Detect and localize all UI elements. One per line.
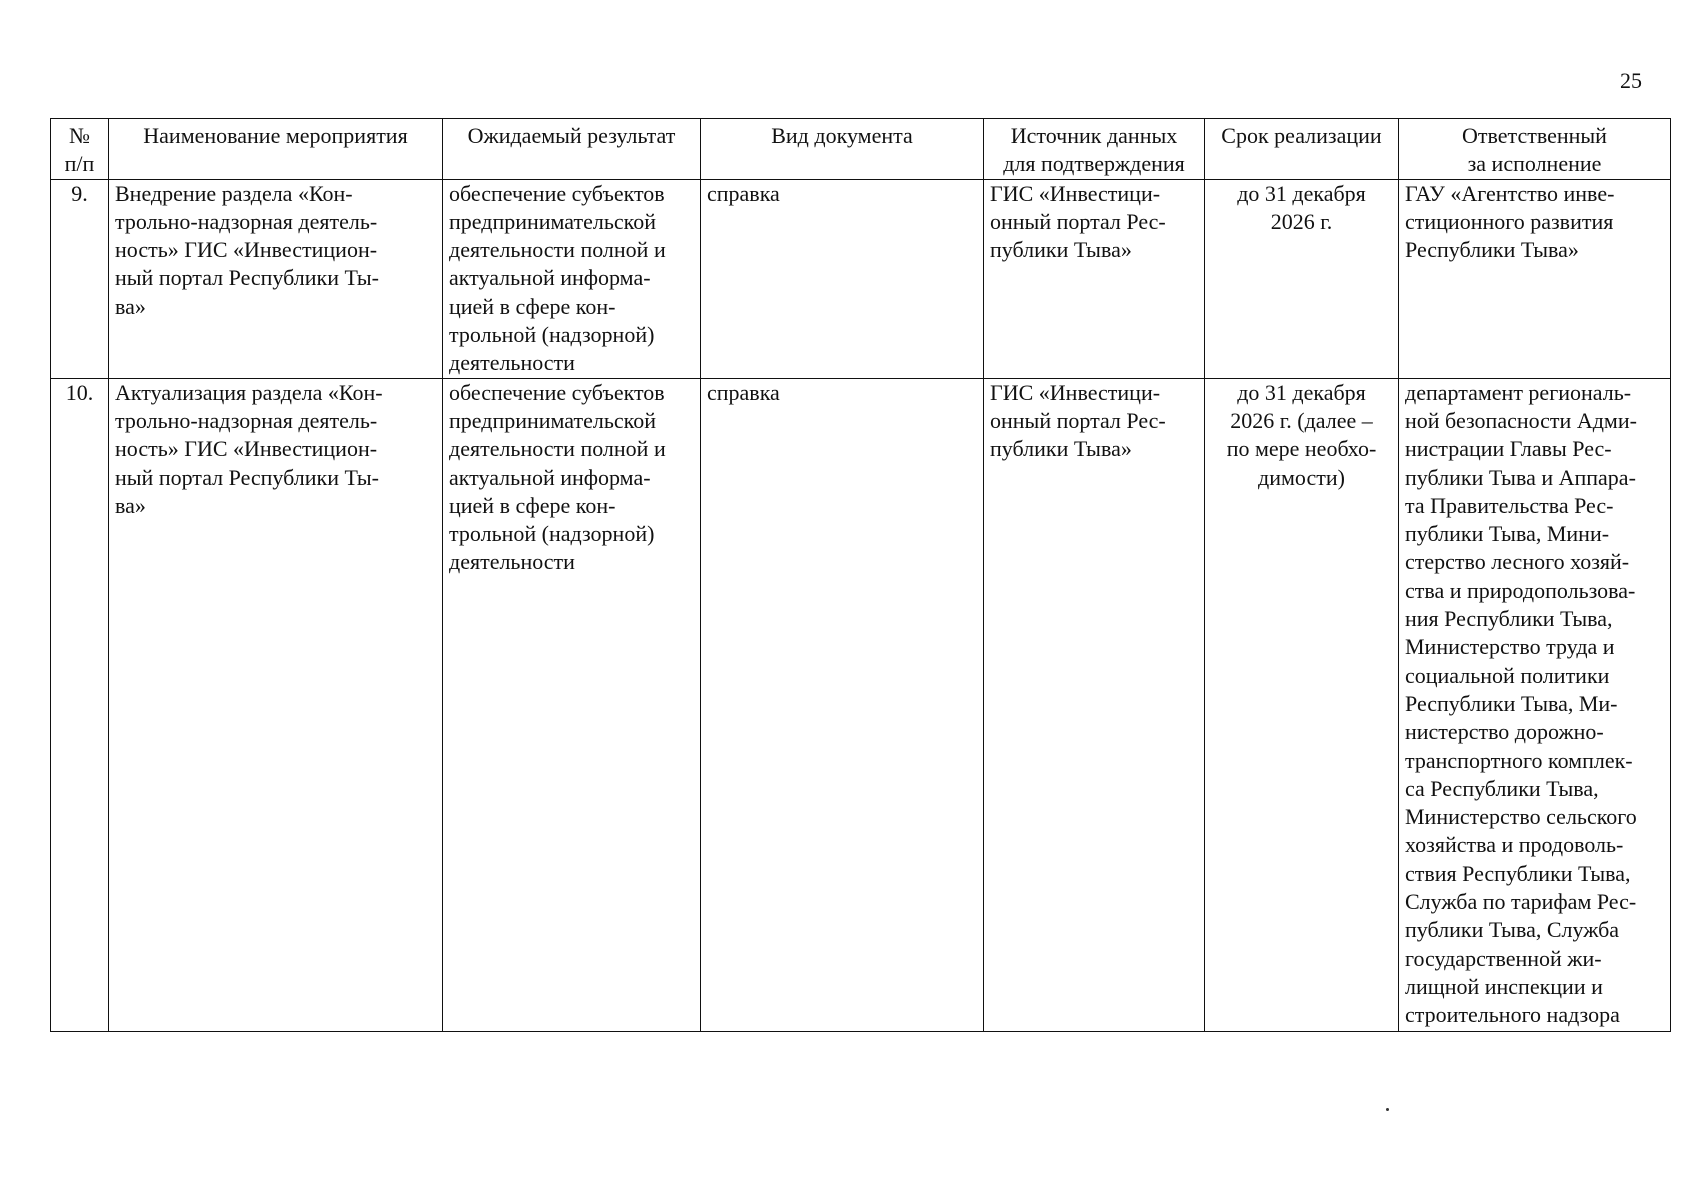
header-document-type: Вид документа bbox=[701, 119, 984, 180]
row-number: 9. bbox=[51, 179, 109, 378]
term: до 31 декабря 2026 г. bbox=[1205, 179, 1399, 378]
table-header-row bbox=[51, 119, 1671, 180]
activity-name: Актуализация раздела «Кон- трольно-надзорная деятель- ность» ГИС «Инвестицион- ный портал Республики Ты- ва» bbox=[109, 378, 443, 1031]
header-data-source: Источник данных для подтверждения bbox=[984, 119, 1205, 180]
header-activity-name: Наименование мероприятия bbox=[109, 119, 443, 180]
expected-result: обеспечение субъектов предпринимательской деятельности полной и актуальной информа- цией в сфере кон- трольной (надзорной) деятельности bbox=[443, 378, 701, 1031]
data-source: ГИС «Инвестици- онный портал Рес- публики Тыва» bbox=[984, 179, 1205, 378]
term: до 31 декабря 2026 г. (далее – по мере необхо- димости) bbox=[1205, 378, 1399, 1031]
activity-name: Внедрение раздела «Кон- трольно-надзорная деятель- ность» ГИС «Инвестицион- ный портал Республики Ты- ва» bbox=[109, 179, 443, 378]
scan-speck bbox=[1386, 1108, 1389, 1111]
header-term: Срок реализации bbox=[1205, 119, 1399, 180]
responsible: департамент региональ- ной безопасности Адми- нистрации Главы Рес- публики Тыва и Аппара- та Правительства Рес- публики Тыва, Мини- стерство лесного хозяй- ства и природопользова- ния Республики Тыва, Министерство труда и социальной политики Республики Тыва, Ми- нистерство дорожно- транспортного комплек- са Республики Тыва, Министерство сельского хозяйства и продоволь- ствия Республики Тыва, Служба по тарифам Рес- публики Тыва, Служба государственной жи- лищной инспекции и строительного надзора bbox=[1399, 378, 1671, 1031]
responsible: ГАУ «Агентство инве- стиционного развития Республики Тыва» bbox=[1399, 179, 1671, 378]
header-expected-result: Ожидаемый результат bbox=[443, 119, 701, 180]
activities-table bbox=[50, 118, 1671, 1032]
expected-result: обеспечение субъектов предпринимательской деятельности полной и актуальной информа- цией в сфере кон- трольной (надзорной) деятельности bbox=[443, 179, 701, 378]
page-number: 25 bbox=[1620, 68, 1642, 93]
table-row bbox=[51, 179, 1671, 378]
header-number: № п/п bbox=[51, 119, 109, 180]
document-type: справка bbox=[701, 179, 984, 378]
table-row bbox=[51, 378, 1671, 1031]
row-number: 10. bbox=[51, 378, 109, 1031]
document-type: справка bbox=[701, 378, 984, 1031]
data-source: ГИС «Инвестици- онный портал Рес- публики Тыва» bbox=[984, 378, 1205, 1031]
header-responsible: Ответственный за исполнение bbox=[1399, 119, 1671, 180]
